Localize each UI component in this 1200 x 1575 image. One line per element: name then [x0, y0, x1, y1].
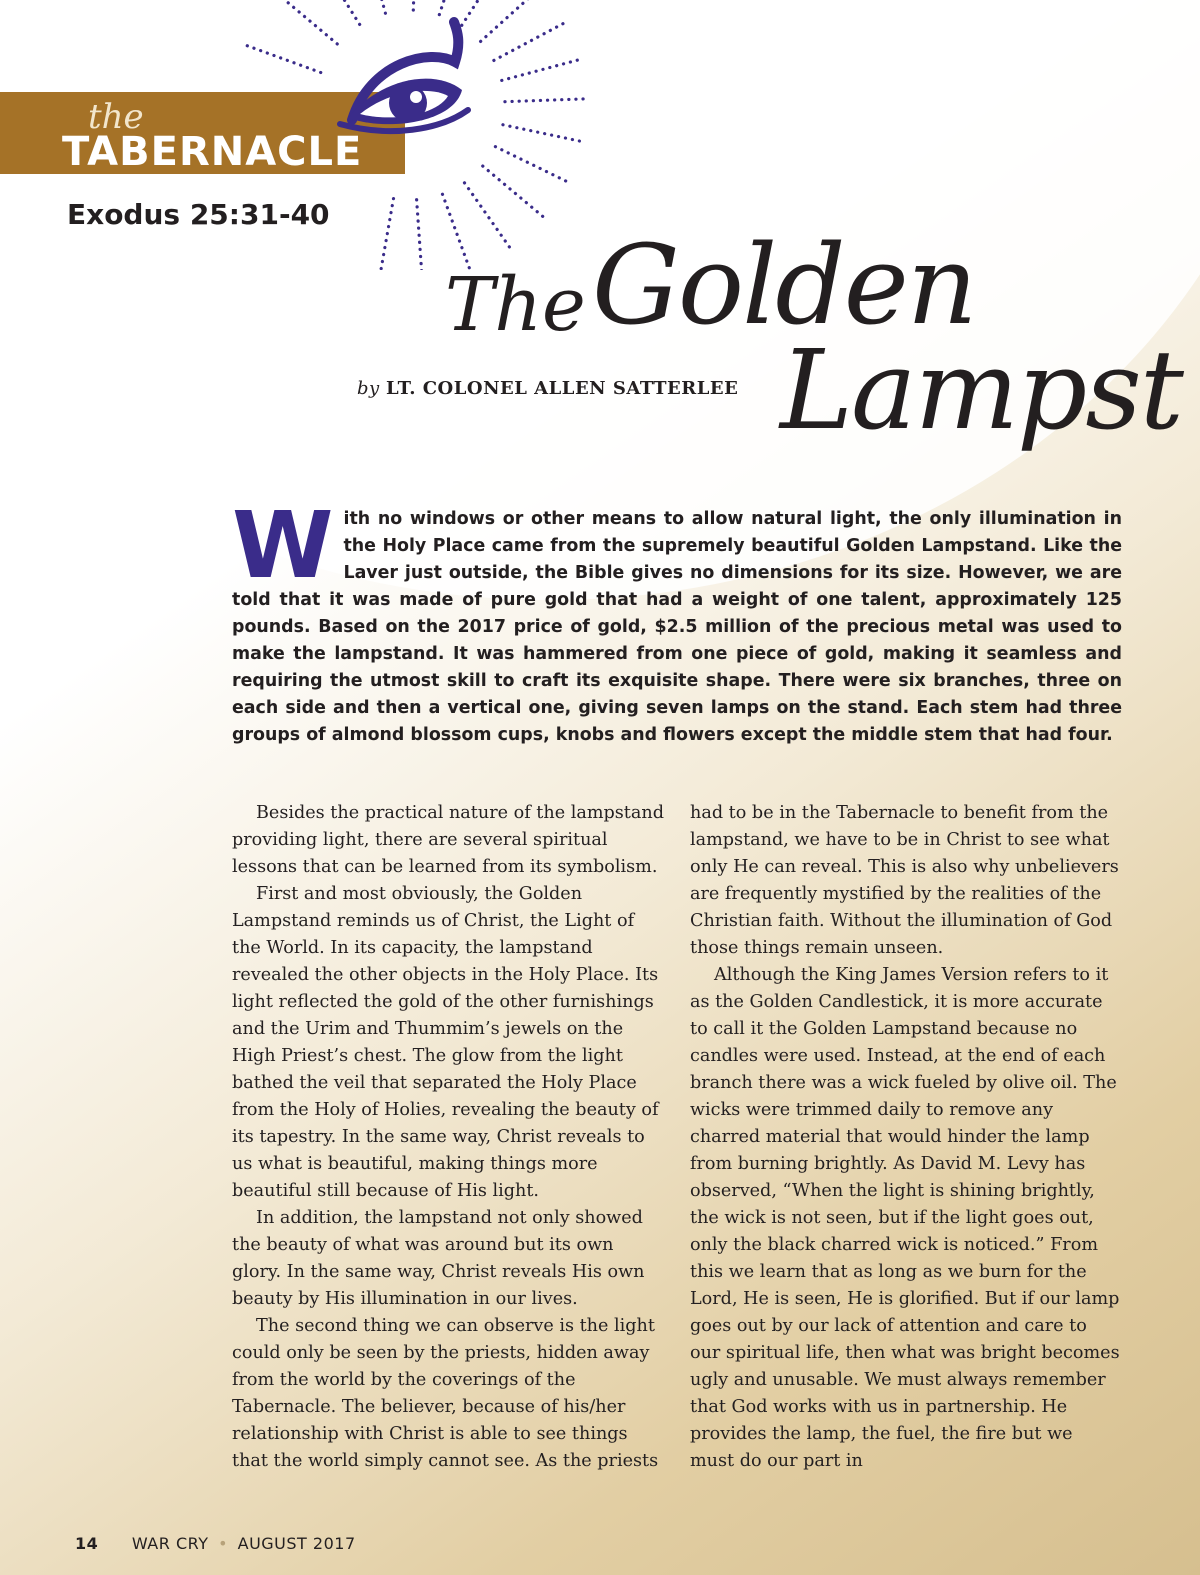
body-paragraph: Although the King James Version refers to it as the Golden Candlestick, it is more accurate to call it the Golden Lampstand because no candles were used. Instead, at the end of each branch there was a wick fueled by olive oil. The wicks were trimmed daily to remove any charred material that would hinder the lamp from burning brightly. As David M. Levy has observed, “When the light is shining brightly, the wick is not seen, but if the light goes out, only the black charred wick is noticed.” From this we learn that as long as we burn for the Lord, He is seen, He is glorified. But if our lamp goes out by our lack of attention and care to our spiritual life, then what was bright becomes ugly and unusable. We must always remember that God works with us in partnership. He provides the lamp, the fuel, the fire but we must do our part in	[690, 965, 1120, 1471]
body-column-left	[232, 800, 664, 1475]
ray-dots	[317, 0, 359, 24]
title-the: The	[445, 262, 586, 348]
byline	[357, 378, 738, 399]
ray-dots	[483, 166, 544, 217]
body-paragraph: In addition, the lampstand not only showed the beauty of what was around but its own glory. In the same way, Christ reveals His own beauty by His illumination in our lives.	[232, 1208, 645, 1309]
ray-dots	[464, 183, 510, 249]
ray-dots	[462, 0, 506, 25]
drop-cap: W	[232, 492, 334, 599]
ray-dots	[365, 0, 386, 13]
ray-dots	[439, 0, 464, 15]
body-column-right	[690, 800, 1122, 1475]
ray-dots	[505, 99, 585, 102]
ray-dots	[413, 0, 416, 10]
byline-by: by	[357, 378, 380, 399]
body-paragraph: Besides the practical nature of the lampstand providing light, there are several spiritual lessons that can be learned from its symbolism.	[232, 803, 664, 877]
ray-dots	[442, 194, 469, 269]
title-golden: Golden	[592, 221, 976, 349]
banner-title: TABERNACLE	[62, 129, 363, 175]
ray-dots	[481, 0, 540, 41]
body-paragraph: had to be in the Tabernacle to benefit from the lampstand, we have to be in Christ to see what only He can reveal. This is also why unbelievers are frequently mystified by the realities of the Christian faith. Without the illumination of God those things remain unseen.	[690, 803, 1119, 958]
issue-date: AUGUST 2017	[237, 1534, 356, 1553]
banner-the-text: the	[88, 97, 144, 137]
ray-dots	[246, 45, 321, 72]
title-lampstand: Lampst	[780, 326, 1183, 454]
author-name: LT. COLONEL ALLEN SATTERLEE	[385, 378, 739, 399]
page-footer	[75, 1534, 356, 1553]
body-paragraph: The second thing we can observe is the light could only be seen by the priests, hidden away from the world by the coverings of the Tabernacle. The believer, because of his/her relationship with Christ is able to see things that the world simply cannot see. As the priests	[232, 1316, 659, 1471]
ray-dots	[380, 199, 394, 270]
intro-text: ith no windows or other means to allow natural light, the only illumination in the Holy Place came from the supremely beautiful Golden Lampstand. Like the Laver just outside, the Bible gives no dimensions for its size. However, we are told that it was made of pure gold that had a weight of one talent, approximately 125 pounds. Based on the 2017 price of gold, $2.5 million of the precious metal was used to make the lampstand. It was hammered from one piece of gold, making it seamless and requiring the utmost skill to craft its exquisite shape. There were six branches, three on each side and then a vertical one, giving seven lamps on the stand. Each stem had three groups of almond blossom cups, knobs and flowers except the middle stem that had four.	[232, 509, 1122, 745]
ray-dots	[494, 23, 565, 61]
ray-dots	[417, 200, 423, 270]
page-number: 14	[75, 1534, 99, 1553]
scripture-reference: Exodus 25:31-40	[67, 198, 330, 231]
body-paragraph: First and most obviously, the Golden Lampstand reminds us of Christ, the Light of the World. In its capacity, the lampstand revealed the other objects in the Holy Place. Its light reflected the gold of the other furnishings and the Urim and Thummim’s jewels on the High Priest’s chest. The glow from the light bathed the veil that separated the Holy Place from the Holy of Holies, revealing the beauty of its tapestry. In the same way, Christ reveals to us what is beautiful, making things more beautiful still because of His light.	[232, 884, 659, 1201]
ray-dots	[502, 60, 579, 81]
ray-dots	[503, 125, 581, 142]
ray-dots	[276, 0, 337, 44]
ray-dots	[495, 147, 567, 182]
publication-name: WAR CRY	[131, 1534, 209, 1553]
footer-separator: •	[218, 1534, 229, 1553]
intro-paragraph	[232, 492, 1122, 749]
